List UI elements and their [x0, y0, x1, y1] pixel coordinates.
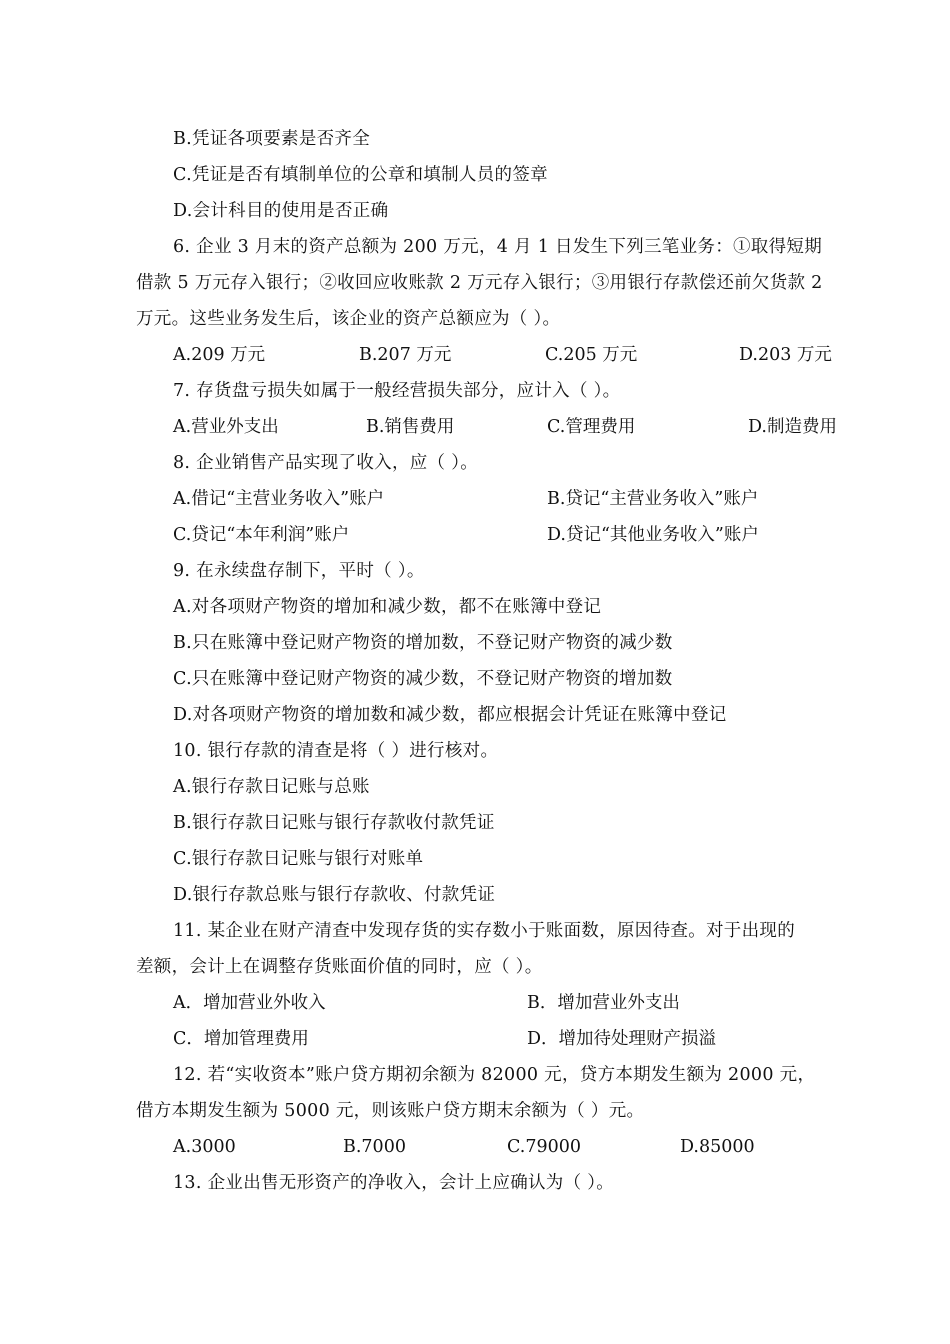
q6-option-c: C.205 万元 — [545, 345, 638, 365]
q7-option-b: B.销售费用 — [366, 417, 455, 437]
q5-option-c: C.凭证是否有填制单位的公章和填制人员的签章 — [173, 165, 548, 185]
q11-option-b: B．增加营业外支出 — [527, 993, 680, 1013]
q11-option-c: C．增加管理费用 — [173, 1029, 309, 1049]
q6-stem-line1: 6. 企业 3 月末的资产总额为 200 万元，4 月 1 日发生下列三笔业务：①取得短期 — [173, 237, 823, 257]
q8-option-a: A.借记“主营业务收入”账户 — [173, 489, 385, 509]
q9-option-c: C.只在账簿中登记财产物资的减少数，不登记财产物资的增加数 — [173, 669, 673, 689]
q10-option-c: C.银行存款日记账与银行对账单 — [173, 849, 424, 869]
q10-stem: 10. 银行存款的清查是将（ ）进行核对。 — [173, 741, 499, 761]
q10-option-d: D.银行存款总账与银行存款收、付款凭证 — [173, 885, 496, 905]
q12-stem-line2: 借方本期发生额为 5000 元，则该账户贷方期末余额为（ ）元。 — [136, 1101, 645, 1121]
q8-option-b: B.贷记“主营业务收入”账户 — [547, 489, 759, 509]
q12-option-d: D.85000 — [680, 1137, 755, 1157]
q9-stem: 9. 在永续盘存制下，平时（ ）。 — [173, 561, 425, 581]
q7-option-a: A.营业外支出 — [173, 417, 279, 437]
q8-stem: 8. 企业销售产品实现了收入，应（ ）。 — [173, 453, 479, 473]
q11-option-d: D．增加待处理财产损溢 — [527, 1029, 717, 1049]
q8-option-d: D.贷记“其他业务收入”账户 — [547, 525, 759, 545]
q6-stem-line3: 万元。这些业务发生后，该企业的资产总额应为（ ）。 — [136, 309, 561, 329]
q11-stem-line1: 11. 某企业在财产清查中发现存货的实存数小于账面数，原因待查。对于出现的 — [173, 921, 795, 941]
q11-stem-line2: 差额，会计上在调整存货账面价值的同时，应（ ）。 — [136, 957, 543, 977]
q7-option-d: D.制造费用 — [748, 417, 837, 437]
q5-option-b: B.凭证各项要素是否齐全 — [173, 129, 371, 149]
q12-option-b: B.7000 — [343, 1137, 406, 1157]
q5-option-d: D.会计科目的使用是否正确 — [173, 201, 389, 221]
q6-option-a: A.209 万元 — [173, 345, 266, 365]
q12-stem-line1: 12. 若“实收资本”账户贷方期初余额为 82000 元，贷方本期发生额为 2000 元， — [173, 1065, 816, 1085]
q10-option-b: B.银行存款日记账与银行存款收付款凭证 — [173, 813, 495, 833]
q9-option-b: B.只在账簿中登记财产物资的增加数，不登记财产物资的减少数 — [173, 633, 673, 653]
q7-stem: 7. 存货盘亏损失如属于一般经营损失部分，应计入（ ）。 — [173, 381, 621, 401]
q6-option-b: B.207 万元 — [359, 345, 452, 365]
q7-option-c: C.管理费用 — [547, 417, 636, 437]
q12-option-c: C.79000 — [507, 1137, 581, 1157]
q8-option-c: C.贷记“本年利润”账户 — [173, 525, 350, 545]
q6-stem-line2: 借款 5 万元存入银行；②收回应收账款 2 万元存入银行；③用银行存款偿还前欠货款 2 — [136, 273, 823, 293]
q11-option-a: A．增加营业外收入 — [173, 993, 326, 1013]
q6-option-d: D.203 万元 — [739, 345, 832, 365]
q10-option-a: A.银行存款日记账与总账 — [173, 777, 370, 797]
q12-option-a: A.3000 — [173, 1137, 236, 1157]
q9-option-d: D.对各项财产物资的增加数和减少数，都应根据会计凭证在账簿中登记 — [173, 705, 727, 725]
q13-stem: 13. 企业出售无形资产的净收入，会计上应确认为（ ）。 — [173, 1173, 615, 1193]
q9-option-a: A.对各项财产物资的增加和减少数，都不在账簿中登记 — [173, 597, 602, 617]
